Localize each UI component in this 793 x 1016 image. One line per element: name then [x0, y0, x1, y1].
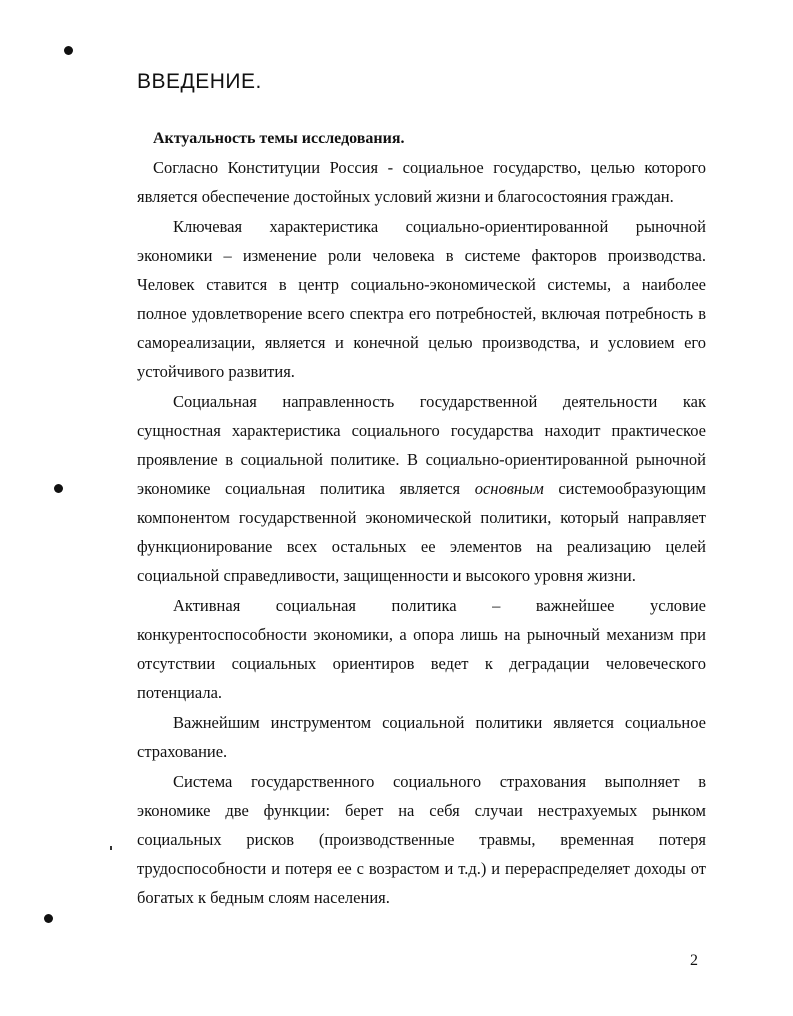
paragraph: Активная социальная политика – важнейшее условие конкурентоспособности экономики, а опора лишь на рыночный механизм при отсутствии социальных ориентиров ведет к деградации человеческого потенциала.: [137, 596, 706, 702]
punch-hole-mark: [54, 484, 63, 493]
paragraph: Согласно Конституции Россия - социальное государство, целью которого является обеспечение достойных условий жизни и благосостояния граждан.: [137, 158, 706, 206]
punch-hole-mark: [64, 46, 73, 55]
document-body: [137, 124, 706, 913]
emphasized-word: основным: [474, 479, 544, 498]
paragraph: Важнейшим инструментом социальной политики является социальное страхование.: [137, 713, 706, 761]
paragraph-text: системообразующим компонентом государственной экономической политики, который направляет функционирование всех остальных ее элементов на реализацию целей социальной справедливости, защищенности и высокого уровня жизни.: [137, 479, 706, 585]
page-number: 2: [690, 952, 698, 969]
section-subheading: Актуальность темы исследования.: [153, 130, 405, 147]
paragraph: Ключевая характеристика социально-ориентированной рыночной экономики – изменение роли человека в системе факторов производства. Человек ставится в центр социально-экономической системы, а наиболее полное удовлетворение всего спектра его потребностей, включая потребность в самореализации, является и конечной целью производства, и условием его устойчивого развития.: [137, 217, 706, 381]
paragraph: Система государственного социального страхования выполняет в экономике две функции: берет на себя случаи нестрахуемых рынком социальных рисков (производственные травмы, временная потеря трудоспособности и потеря ее с возрастом и т.д.) и перераспределяет доходы от богатых к бедным слоям населения.: [137, 772, 706, 907]
paragraph-text: Социальная направленность государственной деятельности как сущностная характеристика социального государства находит практическое проявление в социальной политике. В социально-ориентированной рыночной экономике социальная политика является: [137, 392, 706, 498]
scan-artifact-mark: [110, 846, 112, 850]
punch-hole-mark: [44, 914, 53, 923]
page-heading: ВВЕДЕНИЕ.: [137, 70, 262, 93]
paragraph: [137, 387, 706, 590]
